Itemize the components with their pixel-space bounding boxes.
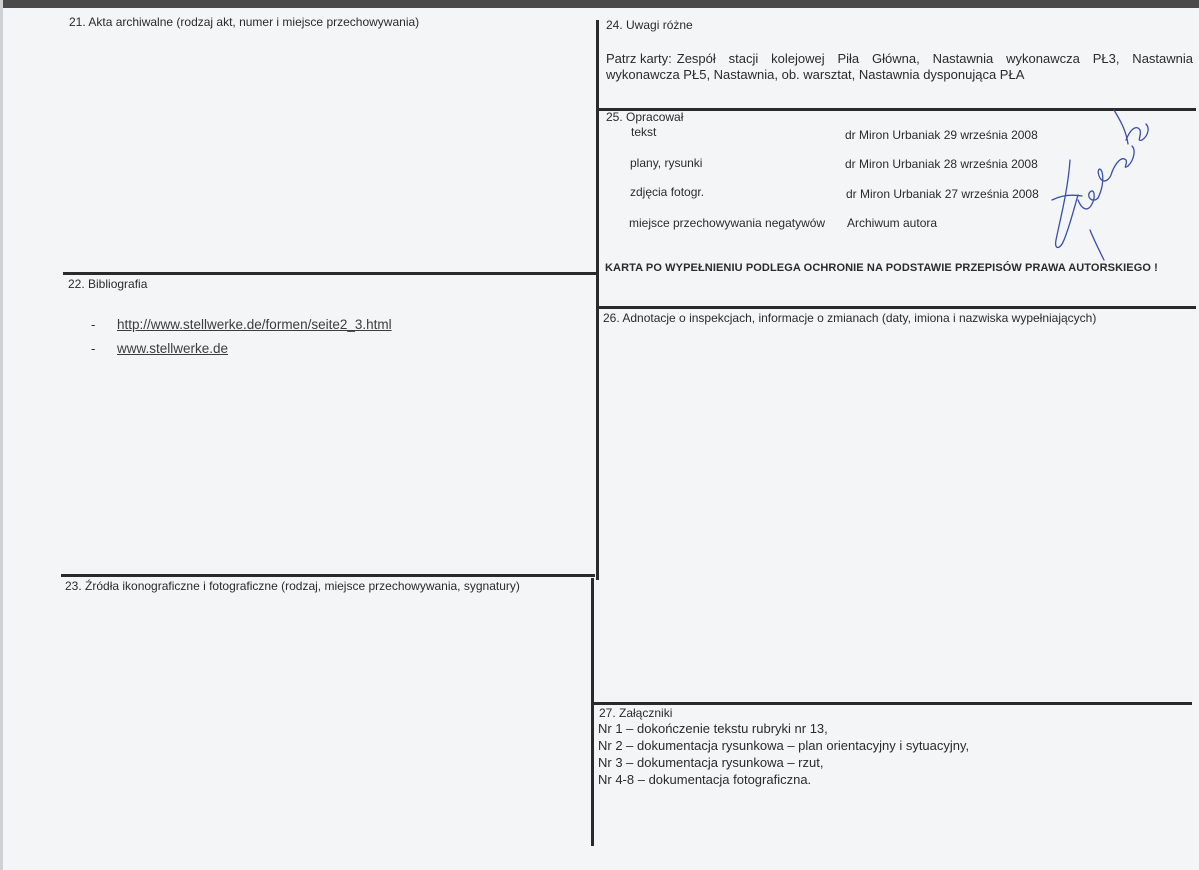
divider-s22-s23 (61, 574, 595, 577)
attachment-item-2: Nr 2 – dokumentacja rysunkowa – plan orientacyjny i sytuacyjny, (598, 738, 970, 753)
copyright-notice: KARTA PO WYPEŁNIENIU PODLEGA OCHRONIE NA PODSTAWIE PRZEPISÓW PRAWA AUTORSKIEGO ! (605, 262, 1158, 274)
remarks-lead: Patrz karty: (606, 51, 672, 66)
author-row-text-value: dr Miron Urbaniak 29 września 2008 (845, 128, 1038, 142)
author-row-photos-label: zdjęcia fotogr. (630, 185, 705, 199)
remarks-line-1-rest: Zespół stacji kolejowej Piła Główna, Nastawnia wykonawcza PŁ3, Nastawnia (676, 51, 1193, 66)
section-21-title: 21. Akta archiwalne (rodzaj akt, numer i miejsce przechowywania) (69, 15, 420, 29)
left-edge (0, 0, 3, 870)
author-row-text-label: tekst (631, 125, 657, 139)
section-25-title: 25. Opracował (606, 110, 684, 124)
section-26-title: 26. Adnotacje o inspekcjach, informacje o zmianach (daty, imiona i nazwiska wypełniających) (603, 311, 1097, 325)
author-row-negatives-value: Archiwum autora (847, 216, 938, 230)
section-27-title: 27. Załączniki (599, 706, 673, 720)
author-row-plans-label: plany, rysunki (630, 156, 703, 170)
divider-s26-s27 (594, 702, 1192, 705)
bibliography-bullet-2: - (91, 341, 96, 356)
handwritten-signature (1030, 100, 1160, 265)
section-23-title: 23. Źródła ikonograficzne i fotograficzne (rodzaj, miejsce przechowywania, sygnatury) (65, 579, 520, 593)
author-row-negatives-label: miejsce przechowywania negatywów (629, 216, 826, 230)
bibliography-bullet-1: - (91, 317, 96, 332)
section-24-title: 24. Uwagi różne (606, 18, 693, 32)
remarks-line-1 (606, 51, 1193, 66)
bibliography-link-2[interactable]: www.stellwerke.de (117, 341, 229, 356)
attachment-item-4: Nr 4-8 – dokumentacja fotograficzna. (598, 772, 812, 787)
vertical-divider-bottom (591, 578, 594, 846)
bibliography-link-1[interactable]: http://www.stellwerke.de/formen/seite2_3.html (117, 317, 392, 332)
remarks-line-2: wykonawcza PŁ5, Nastawnia, ob. warsztat, Nastawnia dysponująca PŁA (606, 67, 1025, 82)
author-row-plans-value: dr Miron Urbaniak 28 września 2008 (845, 157, 1038, 171)
section-22-title: 22. Bibliografia (68, 277, 148, 291)
attachment-item-1: Nr 1 – dokończenie tekstu rubryki nr 13, (598, 721, 828, 736)
top-edge (0, 0, 1199, 8)
divider-s25-s26 (598, 306, 1196, 309)
attachment-item-3: Nr 3 – dokumentacja rysunkowa – rzut, (598, 755, 824, 770)
divider-s21-s22 (63, 272, 598, 275)
author-row-photos-value: dr Miron Urbaniak 27 września 2008 (846, 187, 1039, 201)
vertical-divider-top (596, 20, 599, 580)
